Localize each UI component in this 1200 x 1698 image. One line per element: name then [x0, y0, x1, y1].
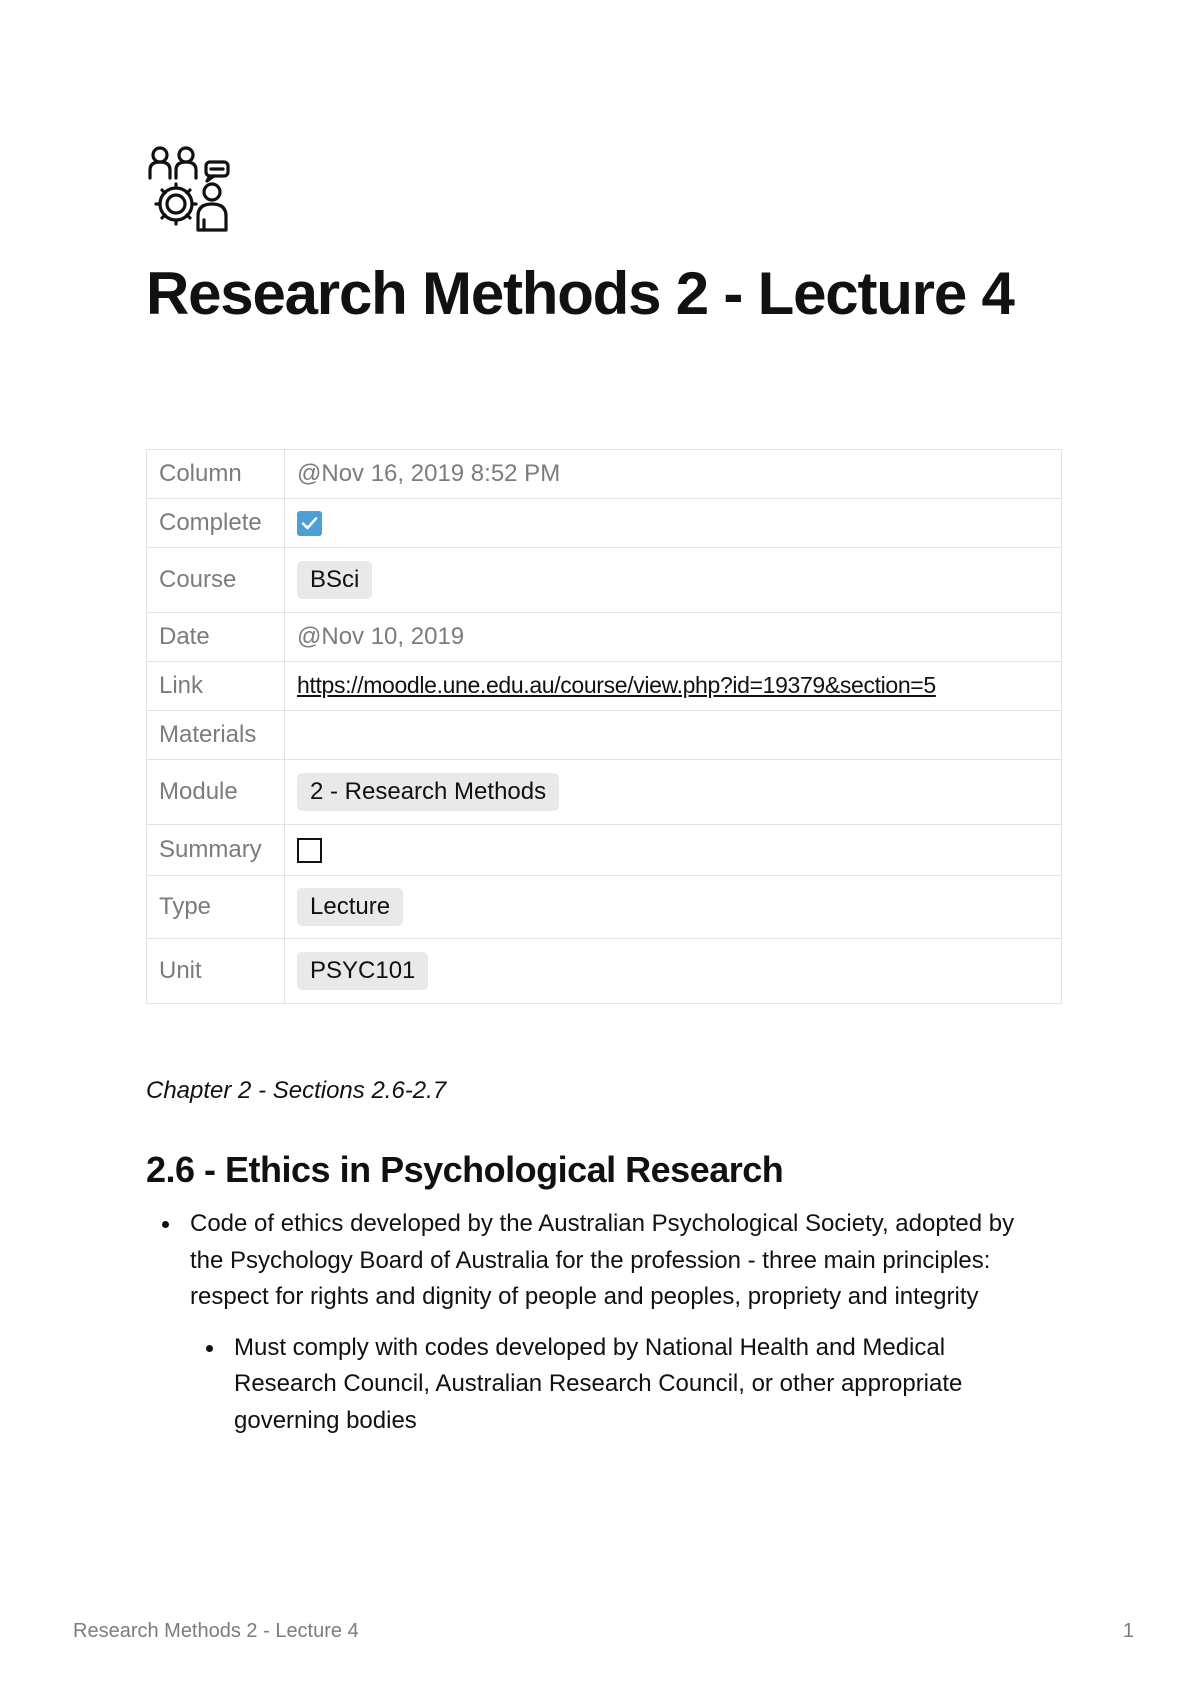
- property-key: Column: [147, 450, 285, 499]
- section-heading: 2.6 - Ethics in Psychological Research: [146, 1149, 784, 1190]
- property-value-column[interactable]: @Nov 16, 2019 8:52 PM: [285, 450, 1062, 499]
- type-tag[interactable]: Lecture: [297, 888, 403, 926]
- property-row-summary: [147, 825, 1062, 876]
- property-key: Date: [147, 613, 285, 662]
- moodle-link[interactable]: https://moodle.une.edu.au/course/view.php?id=19379&section=5: [297, 672, 936, 698]
- property-row-complete: [147, 499, 1062, 548]
- checkmark-icon: [300, 514, 319, 533]
- property-value-type[interactable]: [285, 876, 1062, 939]
- nested-list-item: [190, 1330, 1046, 1440]
- nested-bullet-list: [190, 1330, 1046, 1440]
- property-row-unit: [147, 939, 1062, 1004]
- property-key: Module: [147, 760, 285, 825]
- team-meeting-icon: [146, 144, 236, 234]
- property-row-course: [147, 548, 1062, 613]
- unit-tag[interactable]: PSYC101: [297, 952, 428, 990]
- property-value-date[interactable]: @Nov 10, 2019: [285, 613, 1062, 662]
- property-row-module: [147, 760, 1062, 825]
- property-key: Summary: [147, 825, 285, 876]
- bullet-dot-icon: [206, 1345, 213, 1352]
- property-key: Materials: [147, 711, 285, 760]
- property-value-complete[interactable]: [285, 499, 1062, 548]
- bullet-dot-icon: [162, 1221, 169, 1228]
- property-key: Complete: [147, 499, 285, 548]
- list-item-text: Code of ethics developed by the Australian Psychological Society, adopted by the Psychology Board of Australia for the profession - three main principles: respect for rights and dignity of people and peoples, propriety and integrity: [190, 1210, 1015, 1310]
- property-value-materials[interactable]: [285, 711, 1062, 760]
- chapter-reference: Chapter 2 - Sections 2.6-2.7: [146, 1077, 447, 1104]
- property-value-course[interactable]: [285, 548, 1062, 613]
- property-row-column: [147, 450, 1062, 499]
- property-row-date: [147, 613, 1062, 662]
- course-tag[interactable]: BSci: [297, 561, 372, 599]
- bullet-list: [146, 1206, 1046, 1439]
- property-row-materials: [147, 711, 1062, 760]
- property-row-link: [147, 662, 1062, 711]
- nested-list-item-text: Must comply with codes developed by National Health and Medical Research Council, Australian Research Council, or other appropriate governing bodies: [234, 1333, 963, 1434]
- properties-table: [146, 449, 1062, 1004]
- property-value-summary[interactable]: [285, 825, 1062, 876]
- footer-title: Research Methods 2 - Lecture 4: [73, 1620, 359, 1642]
- checkbox-checked[interactable]: [297, 511, 322, 536]
- property-value-unit[interactable]: [285, 939, 1062, 1004]
- page-title: Research Methods 2 - Lecture 4: [146, 260, 1014, 327]
- property-key: Unit: [147, 939, 285, 1004]
- checkbox-unchecked[interactable]: [297, 838, 322, 863]
- property-key: Type: [147, 876, 285, 939]
- property-value-link: [285, 662, 1062, 711]
- module-tag[interactable]: 2 - Research Methods: [297, 773, 559, 811]
- property-key: Link: [147, 662, 285, 711]
- list-item: [146, 1206, 1046, 1439]
- property-row-type: [147, 876, 1062, 939]
- property-key: Course: [147, 548, 285, 613]
- page-number: 1: [1122, 1620, 1134, 1642]
- property-value-module[interactable]: [285, 760, 1062, 825]
